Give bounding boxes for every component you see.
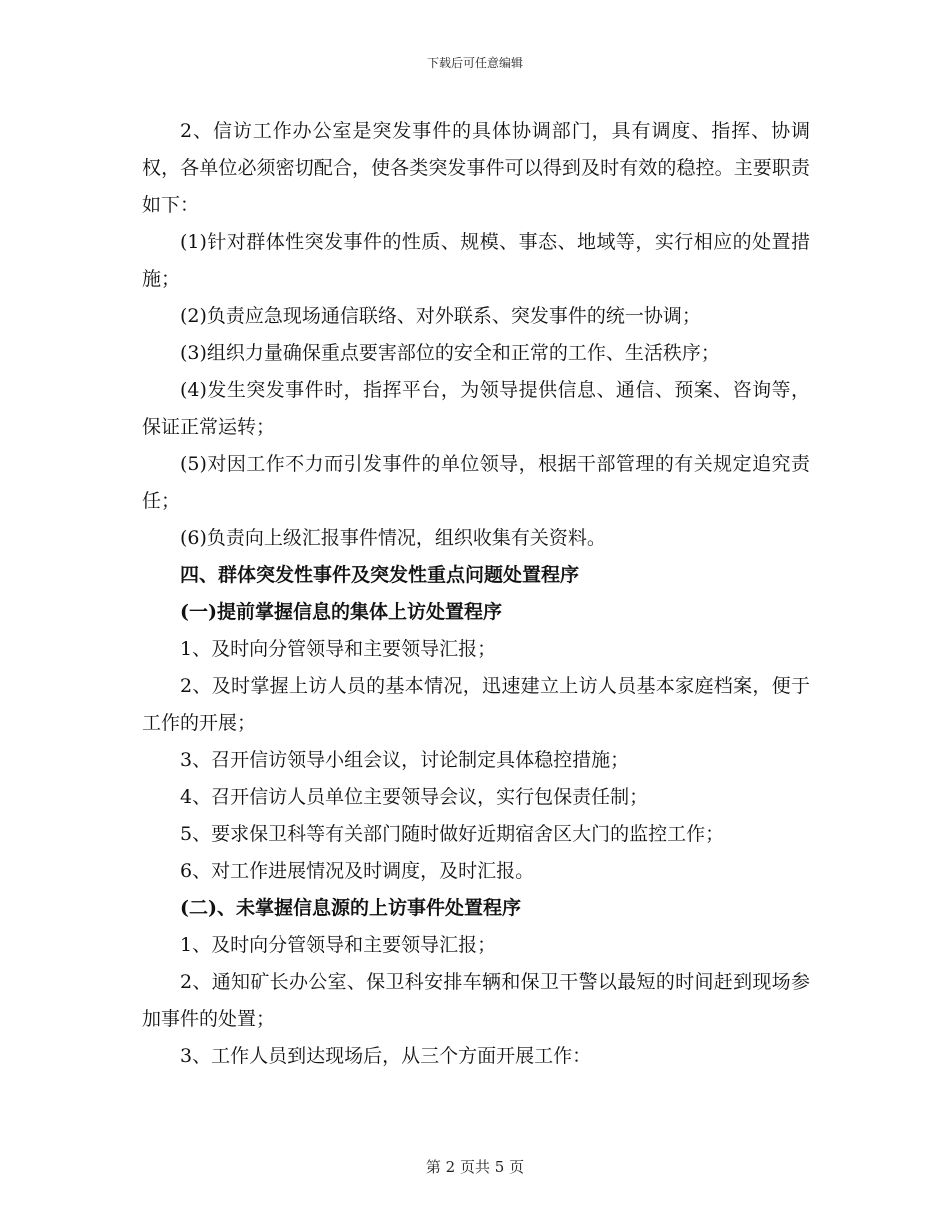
page-footer: 第 2 页共 5 页	[425, 1158, 525, 1176]
section-heading-4: 四、群体突发性事件及突发性重点问题处置程序	[180, 564, 580, 586]
paragraph-3: (2)负责应急现场通信联络、对外联系、突发事件的统一协调；	[180, 305, 701, 327]
paragraph-18: 2、通知矿长办公室、保卫科安排车辆和保卫干警以最短的时间赶到现场参加事件的处置；	[142, 971, 810, 1030]
paragraph-10: 1、及时向分管领导和主要领导汇报；	[180, 638, 497, 660]
page-header: 下载后可任意编辑	[426, 56, 523, 70]
paragraph-7: (6)负责向上级汇报事件情况，组织收集有关资料。	[180, 527, 606, 549]
paragraph-2: (1)针对群体性突发事件的性质、规模、事态、地域等，实行相应的处置措施；	[142, 231, 810, 290]
paragraph-14: 5、要求保卫科等有关部门随时做好近期宿舍区大门的监控工作；	[180, 823, 725, 845]
paragraph-11: 2、及时掌握上访人员的基本情况，迅速建立上访人员基本家庭档案，便于工作的开展；	[142, 675, 810, 734]
document-body	[142, 113, 810, 1075]
paragraph-17: 1、及时向分管领导和主要领导汇报；	[180, 934, 497, 956]
subsection-heading-1: (一)提前掌握信息的集体上访处置程序	[180, 601, 502, 623]
paragraph-4: (3)组织力量确保重点要害部位的安全和正常的工作、生活秩序；	[180, 342, 720, 364]
subsection-heading-2: (二)、未掌握信息源的上访事件处置程序	[180, 897, 521, 919]
paragraph-1: 2、信访工作办公室是突发事件的具体协调部门，具有调度、指挥、协调权，各单位必须密切配合，使各类突发事件可以得到及时有效的稳控。主要职责如下：	[142, 120, 810, 216]
paragraph-15: 6、对工作进展情况及时调度，及时汇报。	[180, 860, 535, 882]
paragraph-5: (4)发生突发事件时，指挥平台，为领导提供信息、通信、预案、咨询等，保证正常运转；	[142, 379, 810, 438]
paragraph-19: 3、工作人员到达现场后，从三个方面开展工作：	[180, 1045, 592, 1067]
paragraph-12: 3、召开信访领导小组会议，讨论制定具体稳控措施；	[180, 749, 630, 771]
paragraph-6: (5)对因工作不力而引发事件的单位领导，根据干部管理的有关规定追究责任；	[142, 453, 810, 512]
paragraph-13: 4、召开信访人员单位主要领导会议，实行包保责任制；	[180, 786, 649, 808]
